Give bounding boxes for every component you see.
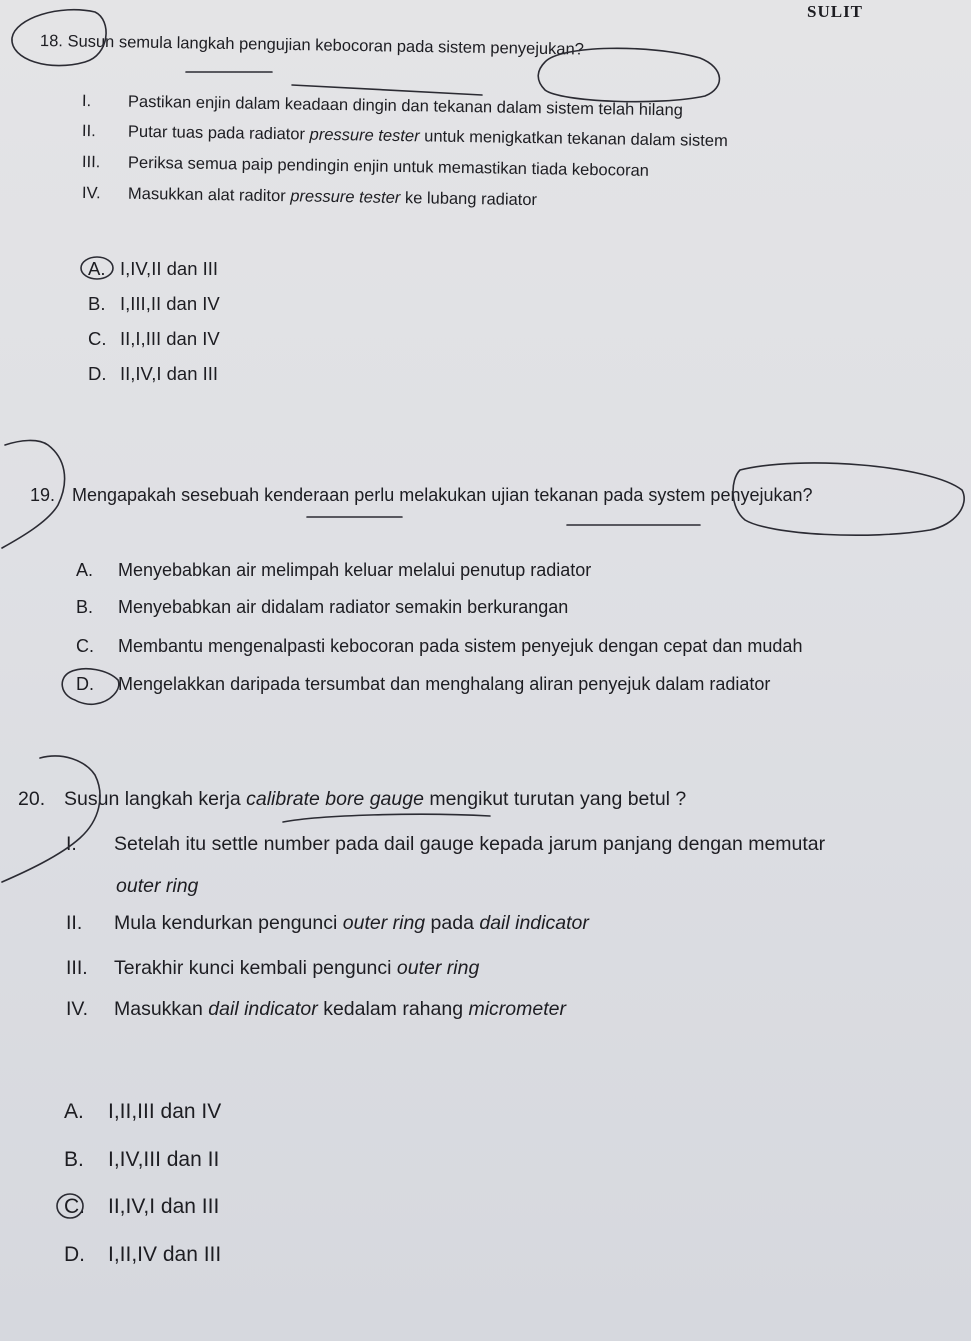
statement-roman: III. [81, 153, 101, 172]
option-letter: A. [88, 258, 106, 279]
question-text: Susun semula langkah pengujian kebocoran pada sistem penyejukan? [67, 32, 585, 59]
option-text: II,IV,I dan III [108, 1195, 220, 1218]
pen-underline-q20 [283, 814, 490, 822]
option-letter: D. [76, 674, 94, 694]
question-18-stem [40, 32, 584, 60]
option-a[interactable] [64, 1100, 221, 1124]
option-d[interactable] [76, 674, 770, 695]
option-c[interactable] [64, 1195, 219, 1219]
statement-3: III. Terakhir kunci kembali pengunci outer ring [66, 957, 480, 979]
option-text: I,IV,III dan II [108, 1148, 220, 1171]
option-letter: B. [88, 293, 106, 314]
statement-roman: III. [66, 957, 88, 979]
statement-text: Pastikan enjin dalam keadaan dingin dan tekanan dalam sistem telah hilang [127, 92, 684, 120]
question-number: 20. [18, 788, 46, 810]
statement-2: II. Putar tuas pada radiator pressure tester untuk menigkatkan tekanan dalam sistem [81, 122, 728, 151]
option-letter: D. [88, 363, 107, 384]
option-text: II,IV,I dan III [120, 363, 219, 384]
statement-4: IV. Masukkan dail indicator kedalam rahang micrometer [66, 998, 566, 1020]
statement-text: outer ring [116, 875, 199, 897]
statement-roman: II. [81, 122, 96, 141]
option-text: Mengelakkan daripada tersumbat dan menghalang aliran penyejuk dalam radiator [118, 674, 771, 694]
question-number: 18. [39, 32, 64, 51]
statement-1 [82, 92, 683, 120]
statement-1 [66, 833, 825, 856]
option-letter: C. [88, 328, 107, 349]
statement-2: II. Mula kendurkan pengunci outer ring pada dail indicator [66, 912, 589, 934]
option-d[interactable] [88, 363, 218, 385]
question-19-stem [30, 485, 813, 506]
option-letter: C. [64, 1195, 85, 1218]
option-letter: B. [64, 1148, 84, 1171]
statement-3 [82, 153, 649, 181]
statement-text: Setelah itu settle number pada dail gauge kepada jarum panjang dengan memutar [114, 833, 826, 855]
statement-roman: IV. [81, 184, 101, 203]
statement-roman: II. [66, 912, 83, 934]
question-text: Mengapakah sesebuah kenderaan perlu melakukan ujian tekanan pada system penyejukan? [72, 485, 813, 505]
pen-underline-q18-2 [292, 85, 482, 95]
option-letter: B. [76, 597, 94, 617]
option-c[interactable] [88, 328, 220, 350]
option-text: Menyebabkan air melimpah keluar melalui penutup radiator [118, 560, 592, 580]
statement-text: Periksa semua paip pendingin enjin untuk memastikan tiada kebocoran [127, 153, 650, 180]
option-letter: D. [64, 1243, 85, 1266]
option-d[interactable] [64, 1243, 221, 1267]
option-b[interactable] [88, 293, 220, 315]
option-text: II,I,III dan IV [120, 328, 220, 349]
option-a[interactable] [76, 560, 591, 581]
option-letter: C. [76, 636, 94, 656]
option-c[interactable] [76, 636, 802, 657]
option-text: Menyebabkan air didalam radiator semakin berkurangan [118, 597, 569, 617]
statement-roman: IV. [66, 998, 89, 1020]
statement-roman: I. [81, 92, 92, 111]
question-20-stem: 20. Susun langkah kerja calibrate bore gauge mengikut turutan yang betul ? [18, 788, 687, 810]
header-label: SULIT [807, 2, 864, 21]
option-b[interactable] [64, 1148, 219, 1172]
question-number: 19. [30, 485, 56, 505]
option-letter: A. [64, 1100, 84, 1123]
option-b[interactable] [76, 597, 568, 618]
statement-4: IV. Masukkan alat raditor pressure tester ke lubang radiator [81, 184, 538, 210]
option-text: I,II,III dan IV [108, 1100, 222, 1123]
option-text: I,III,II dan IV [120, 293, 220, 314]
statement-roman: I. [66, 833, 77, 855]
option-letter: A. [76, 560, 94, 580]
option-a[interactable] [88, 258, 218, 280]
option-text: I,IV,II dan III [120, 258, 219, 279]
statement-1-continued [116, 875, 198, 898]
pen-arc-q20-number [2, 756, 100, 882]
option-text: Membantu mengenalpasti kebocoran pada sistem penyejuk dengan cepat dan mudah [118, 636, 803, 656]
option-text: I,II,IV dan III [108, 1243, 222, 1266]
